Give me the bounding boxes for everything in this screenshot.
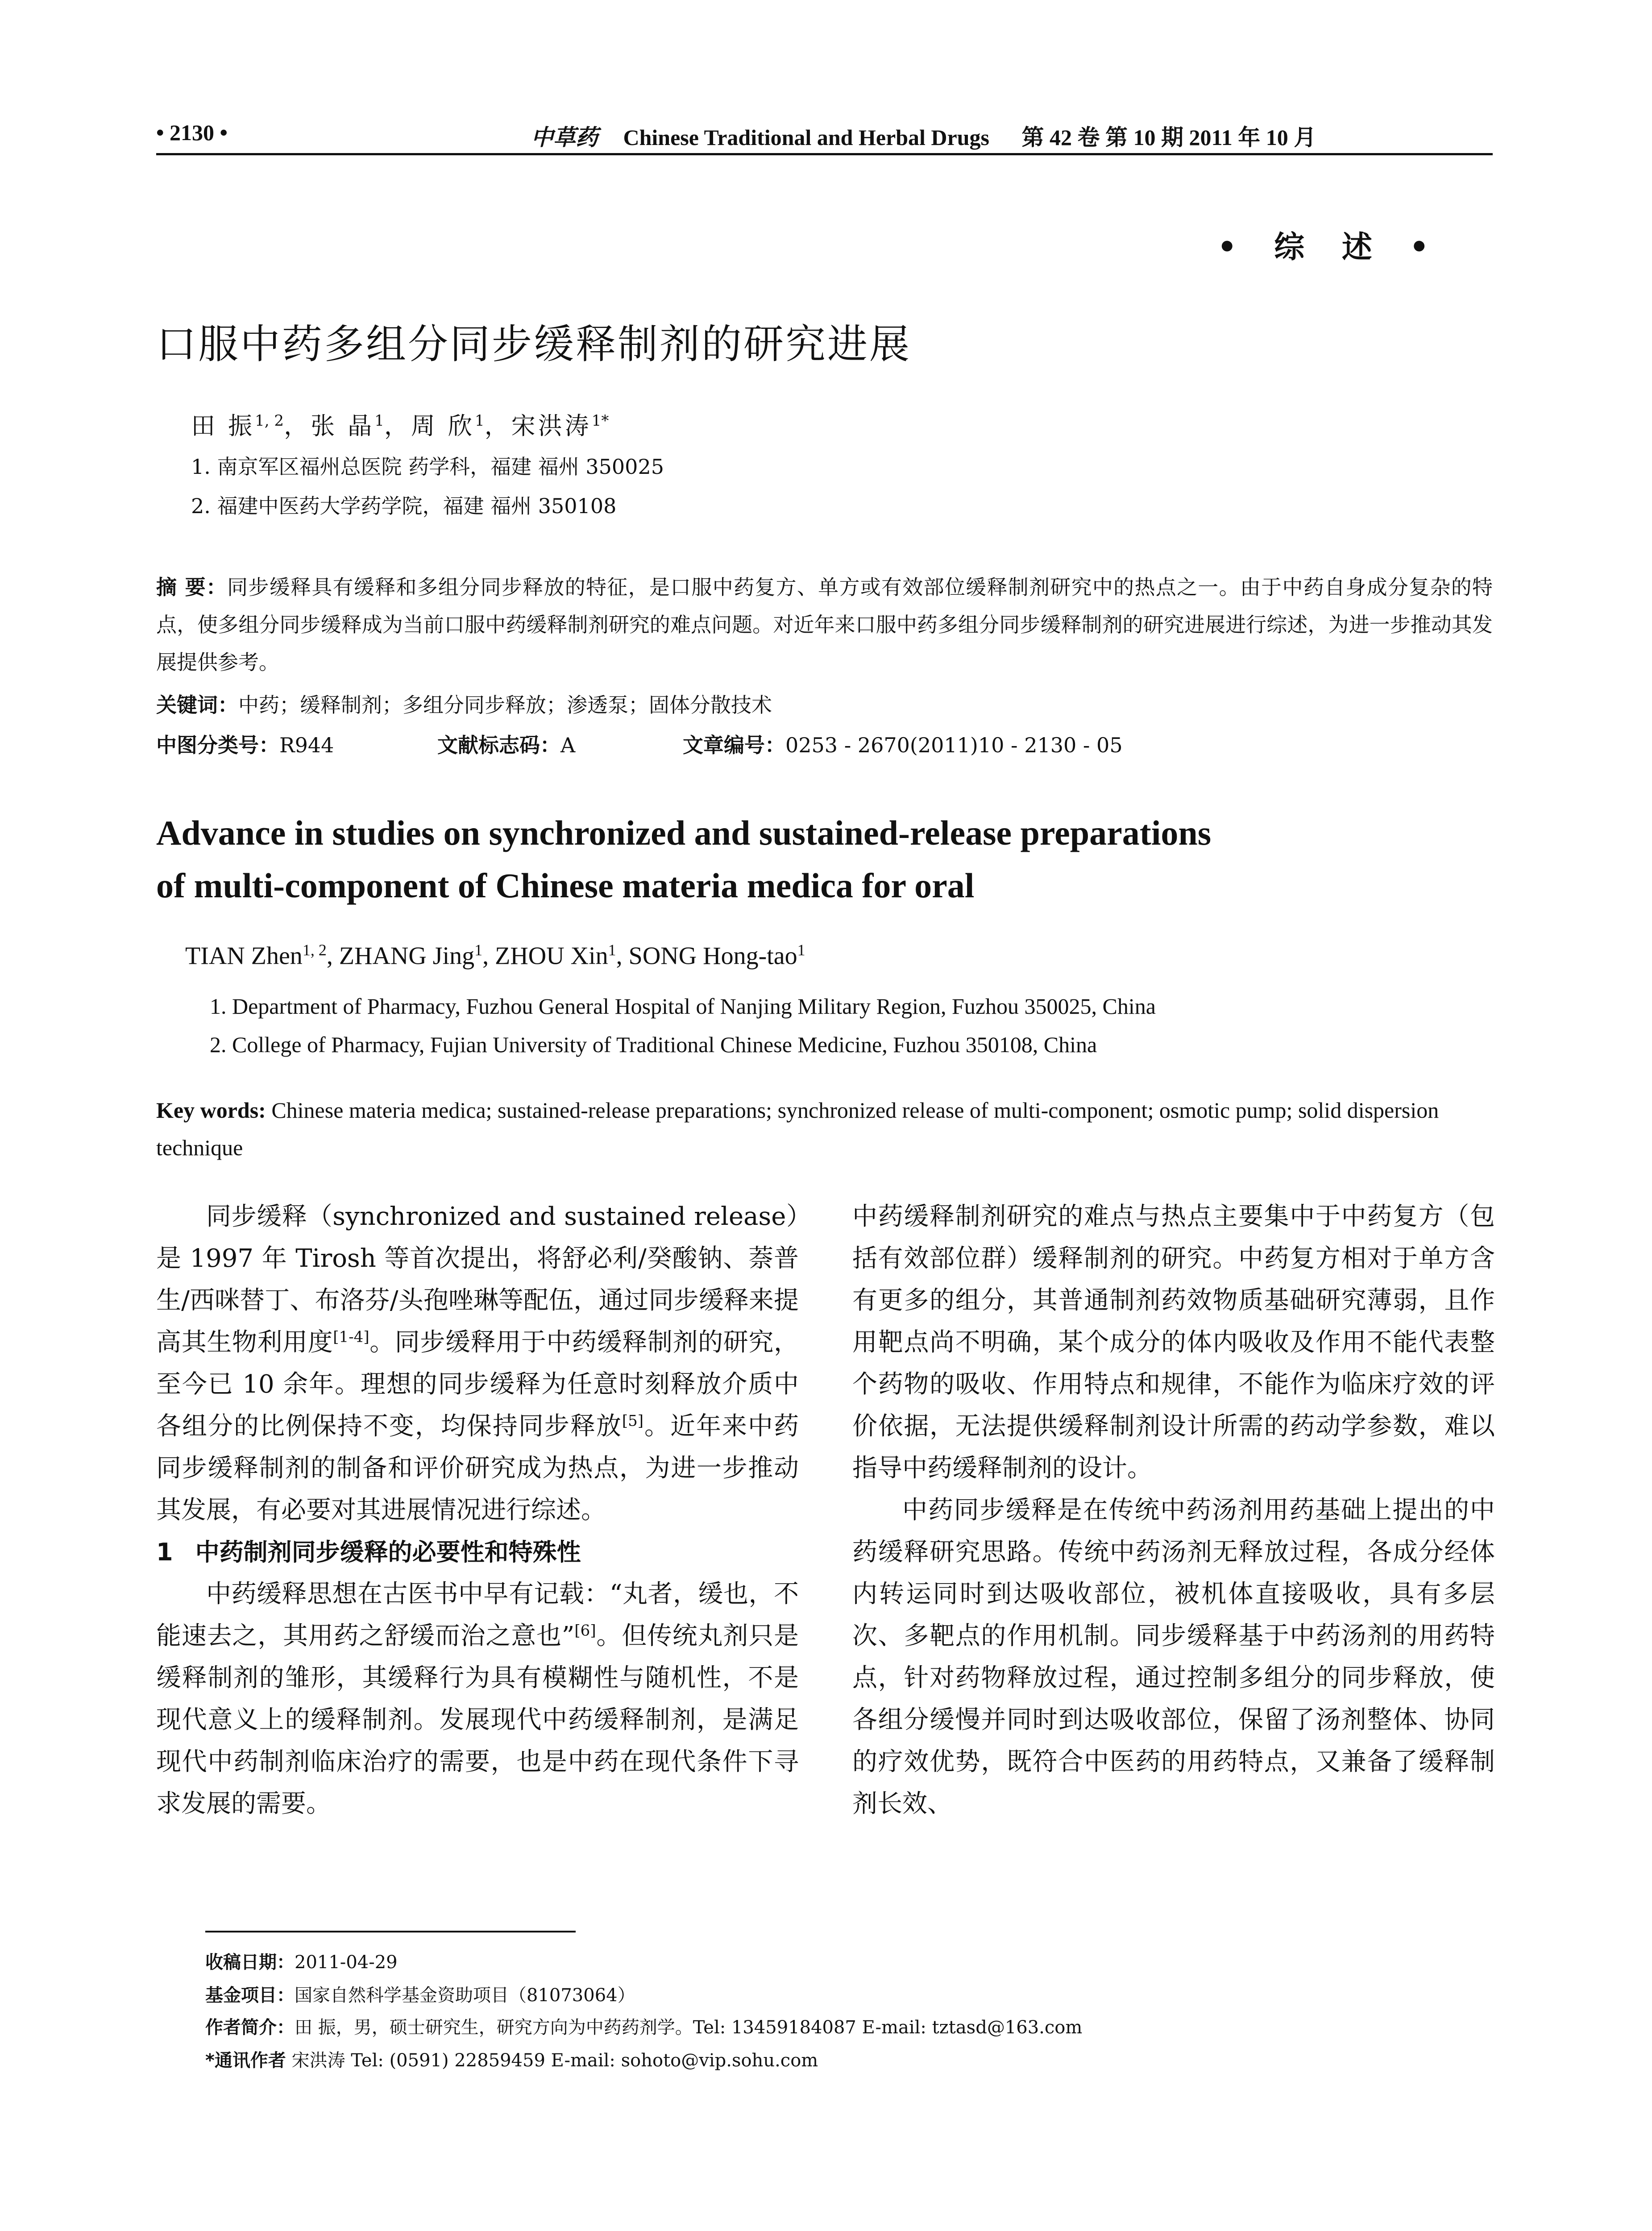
author-sup: 1: [797, 941, 805, 959]
running-header: [156, 120, 1493, 155]
author-sup: 1: [474, 941, 483, 959]
journal-issue: 第 42 卷 第 10 期 2011 年 10 月: [1021, 125, 1316, 150]
author-name: 田 振: [191, 412, 255, 440]
author-name: , ZHOU Xin: [482, 942, 608, 970]
author-sup: 1, 2: [302, 941, 327, 959]
section-tag: • 综 述 •: [1217, 230, 1442, 265]
keywords-en-text: Chinese materia medica; sustained-release preparations; synchronized release of multi-component; osmotic pump; solid dispersion technique: [156, 1098, 1439, 1160]
author-name: 周 欣: [411, 412, 475, 440]
affiliation-cn-1: 1. 南京军区福州总医院 药学科，福建 福州 350025: [191, 455, 664, 479]
citation[interactable]: [1-4]: [333, 1328, 369, 1346]
author-sup: 1: [374, 412, 384, 430]
section-title: 中药制剂同步缓释的必要性和特殊性: [195, 1538, 581, 1566]
body-column-right: [852, 1196, 1495, 1825]
abstract-cn: [156, 568, 1493, 681]
body-paragraph: [156, 1196, 799, 1531]
footnote-label: *通讯作者: [205, 2050, 286, 2071]
title-cn: 口服中药多组分同步缓释制剂的研究进展: [156, 321, 911, 368]
citation[interactable]: [5]: [622, 1412, 644, 1430]
footnote-label: 收稿日期：: [205, 1952, 295, 1973]
footnote-corresponding: [205, 2046, 818, 2072]
doc-code: [437, 729, 575, 759]
author-name: 宋洪涛: [511, 412, 592, 440]
keywords-label: 关键词：: [156, 693, 238, 717]
article-value: 0253 - 2670(2011)10 - 2130 - 05: [785, 733, 1123, 757]
footnote-text: 国家自然科学基金资助项目（81073064）: [295, 1985, 635, 2006]
author-sup: 1: [475, 412, 485, 430]
citation[interactable]: [6]: [574, 1621, 596, 1640]
journal-name-cn: 中草药: [531, 124, 598, 150]
body-text: 。同步缓释用于中药缓释制剂的研究，至今已 10 余年。理想的同步缓释为任意时刻释放介质中各组分的比例保持不变，均保持同步释放: [156, 1328, 799, 1441]
page-number: • 2130 •: [156, 120, 228, 145]
footnote-fund: [205, 1981, 635, 2007]
body-text: 。近年来中药同步缓释制剂的制备和评价研究成为热点，为进一步推动其发展，有必要对其进展情况进行综述。: [156, 1412, 799, 1525]
author-sup: 1: [608, 941, 616, 959]
keywords-en-label: Key words:: [156, 1098, 266, 1123]
affiliation-en-1: 1. Department of Pharmacy, Fuzhou General Hospital of Nanjing Military Region, Fuzhou 350025, China: [210, 994, 1156, 1019]
footnote-label: 作者简介：: [205, 2017, 295, 2038]
footnote-author-bio: [205, 2013, 1082, 2039]
body-column-left: [156, 1196, 799, 1825]
abstract-text: 同步缓释具有缓释和多组分同步释放的特征，是口服中药复方、单方或有效部位缓释制剂研究中的热点之一。由于中药自身成分复杂的特点，使多组分同步缓释成为当前口服中药缓释制剂研究的难点问题。对近年来口服中药多组分同步缓释制剂的研究进展进行综述，为进一步推动其发展提供参考。: [156, 575, 1493, 674]
body-paragraph: 中药同步缓释是在传统中药汤剂用药基础上提出的中药缓释研究思路。传统中药汤剂无释放过程，各成分经体内转运同时到达吸收部位，被机体直接吸收，具有多层次、多靶点的作用机制。同步缓释基于中药汤剂的用药特点，针对药物释放过程，通过控制多组分的同步释放，使各组分缓慢并同时到达吸收部位，保留了汤剂整体、协同的疗效优势，既符合中医药的用药特点，又兼备了缓释制剂长效、: [852, 1496, 1495, 1818]
footnote-received: [205, 1948, 398, 1974]
footnote-rule: [205, 1931, 576, 1932]
article-label: 文章编号：: [683, 733, 785, 757]
author-name: , ZHANG Jing: [326, 942, 475, 970]
abstract-label: 摘 要：: [156, 575, 228, 599]
title-en: [156, 807, 1493, 912]
title-en-line2: of multi-component of Chinese materia medica for oral: [156, 866, 975, 905]
body-text: 。但传统丸剂只是缓释制剂的雏形，其缓释行为具有模糊性与随机性，不是现代意义上的缓释制剂。发展现代中药缓释制剂，是满足现代中药制剂临床治疗的需要，也是中药在现代条件下寻求发展的需要。: [156, 1621, 799, 1818]
body-text: 中药缓释思想在古医书中早有记载：“丸者，缓也，不能速去之，其用药之舒缓而治之意也”: [156, 1580, 799, 1650]
body-paragraph: [156, 1573, 799, 1825]
title-en-line1: Advance in studies on synchronized and sustained-release preparations: [156, 813, 1212, 852]
author-name: TIAN Zhen: [185, 942, 303, 970]
authors-cn: 田 振$^{1, 2}$，张 晶$^1$，周 欣$^1$，宋洪涛$^{1*}$: [191, 412, 609, 440]
affiliation-en-2: 2. College of Pharmacy, Fujian University of Traditional Chinese Medicine, Fuzhou 350108, China: [210, 1032, 1097, 1057]
body-text: 同步缓释（synchronized and sustained release）是 1997 年 Tirosh 等首次提出，将舒必利/癸酸钠、萘普生/西咪替丁、布洛芬/头孢唑琳等配伍，通过同步缓释来提高其生物利用度: [156, 1202, 799, 1357]
footnote-text: 宋洪涛 Tel: (0591) 22859459 E-mail: sohoto@vip.sohu.com: [286, 2050, 818, 2071]
clc-value: R944: [279, 733, 334, 757]
authors-en: [185, 941, 805, 970]
author-name: 张 晶: [311, 412, 375, 440]
keywords-text: 中药；缓释制剂；多组分同步释放；渗透泵；固体分散技术: [238, 693, 772, 717]
keywords-en: [156, 1091, 1493, 1166]
keywords-cn: [156, 689, 772, 718]
clc-code: [156, 729, 334, 759]
doc-label: 文献标志码：: [437, 733, 560, 757]
author-name: , SONG Hong-tao: [616, 942, 797, 970]
clc-label: 中图分类号：: [156, 733, 279, 757]
section-heading: [156, 1531, 799, 1573]
footnote-label: 基金项目：: [205, 1985, 295, 2006]
journal-info: [531, 120, 1316, 152]
footnote-text: 2011-04-29: [295, 1952, 398, 1973]
journal-name-en: Chinese Traditional and Herbal Drugs: [623, 125, 989, 150]
section-number: 1: [156, 1538, 173, 1566]
affiliation-cn-2: 2. 福建中医药大学药学院，福建 福州 350108: [191, 494, 617, 518]
body-paragraph: 中药缓释制剂研究的难点与热点主要集中于中药复方（包括有效部位群）缓释制剂的研究。中药复方相对于单方含有更多的组分，其普通制剂药效物质基础研究薄弱，且作用靶点尚不明确，某个成分的体内吸收及作用不能代表整个药物的吸收、作用特点和规律，不能作为临床疗效的评价依据，无法提供缓释制剂设计所需的药动学参数，难以指导中药缓释制剂的设计。: [852, 1202, 1495, 1483]
doc-value: A: [560, 733, 576, 757]
author-sup: 1, 2: [255, 412, 284, 430]
article-number: [683, 729, 1123, 759]
header-rule: [156, 153, 1493, 155]
author-sup: 1*: [591, 412, 609, 430]
footnote-text: 田 振，男，硕士研究生，研究方向为中药药剂学。Tel: 13459184087 E-mail: tztasd@163.com: [295, 2017, 1083, 2038]
